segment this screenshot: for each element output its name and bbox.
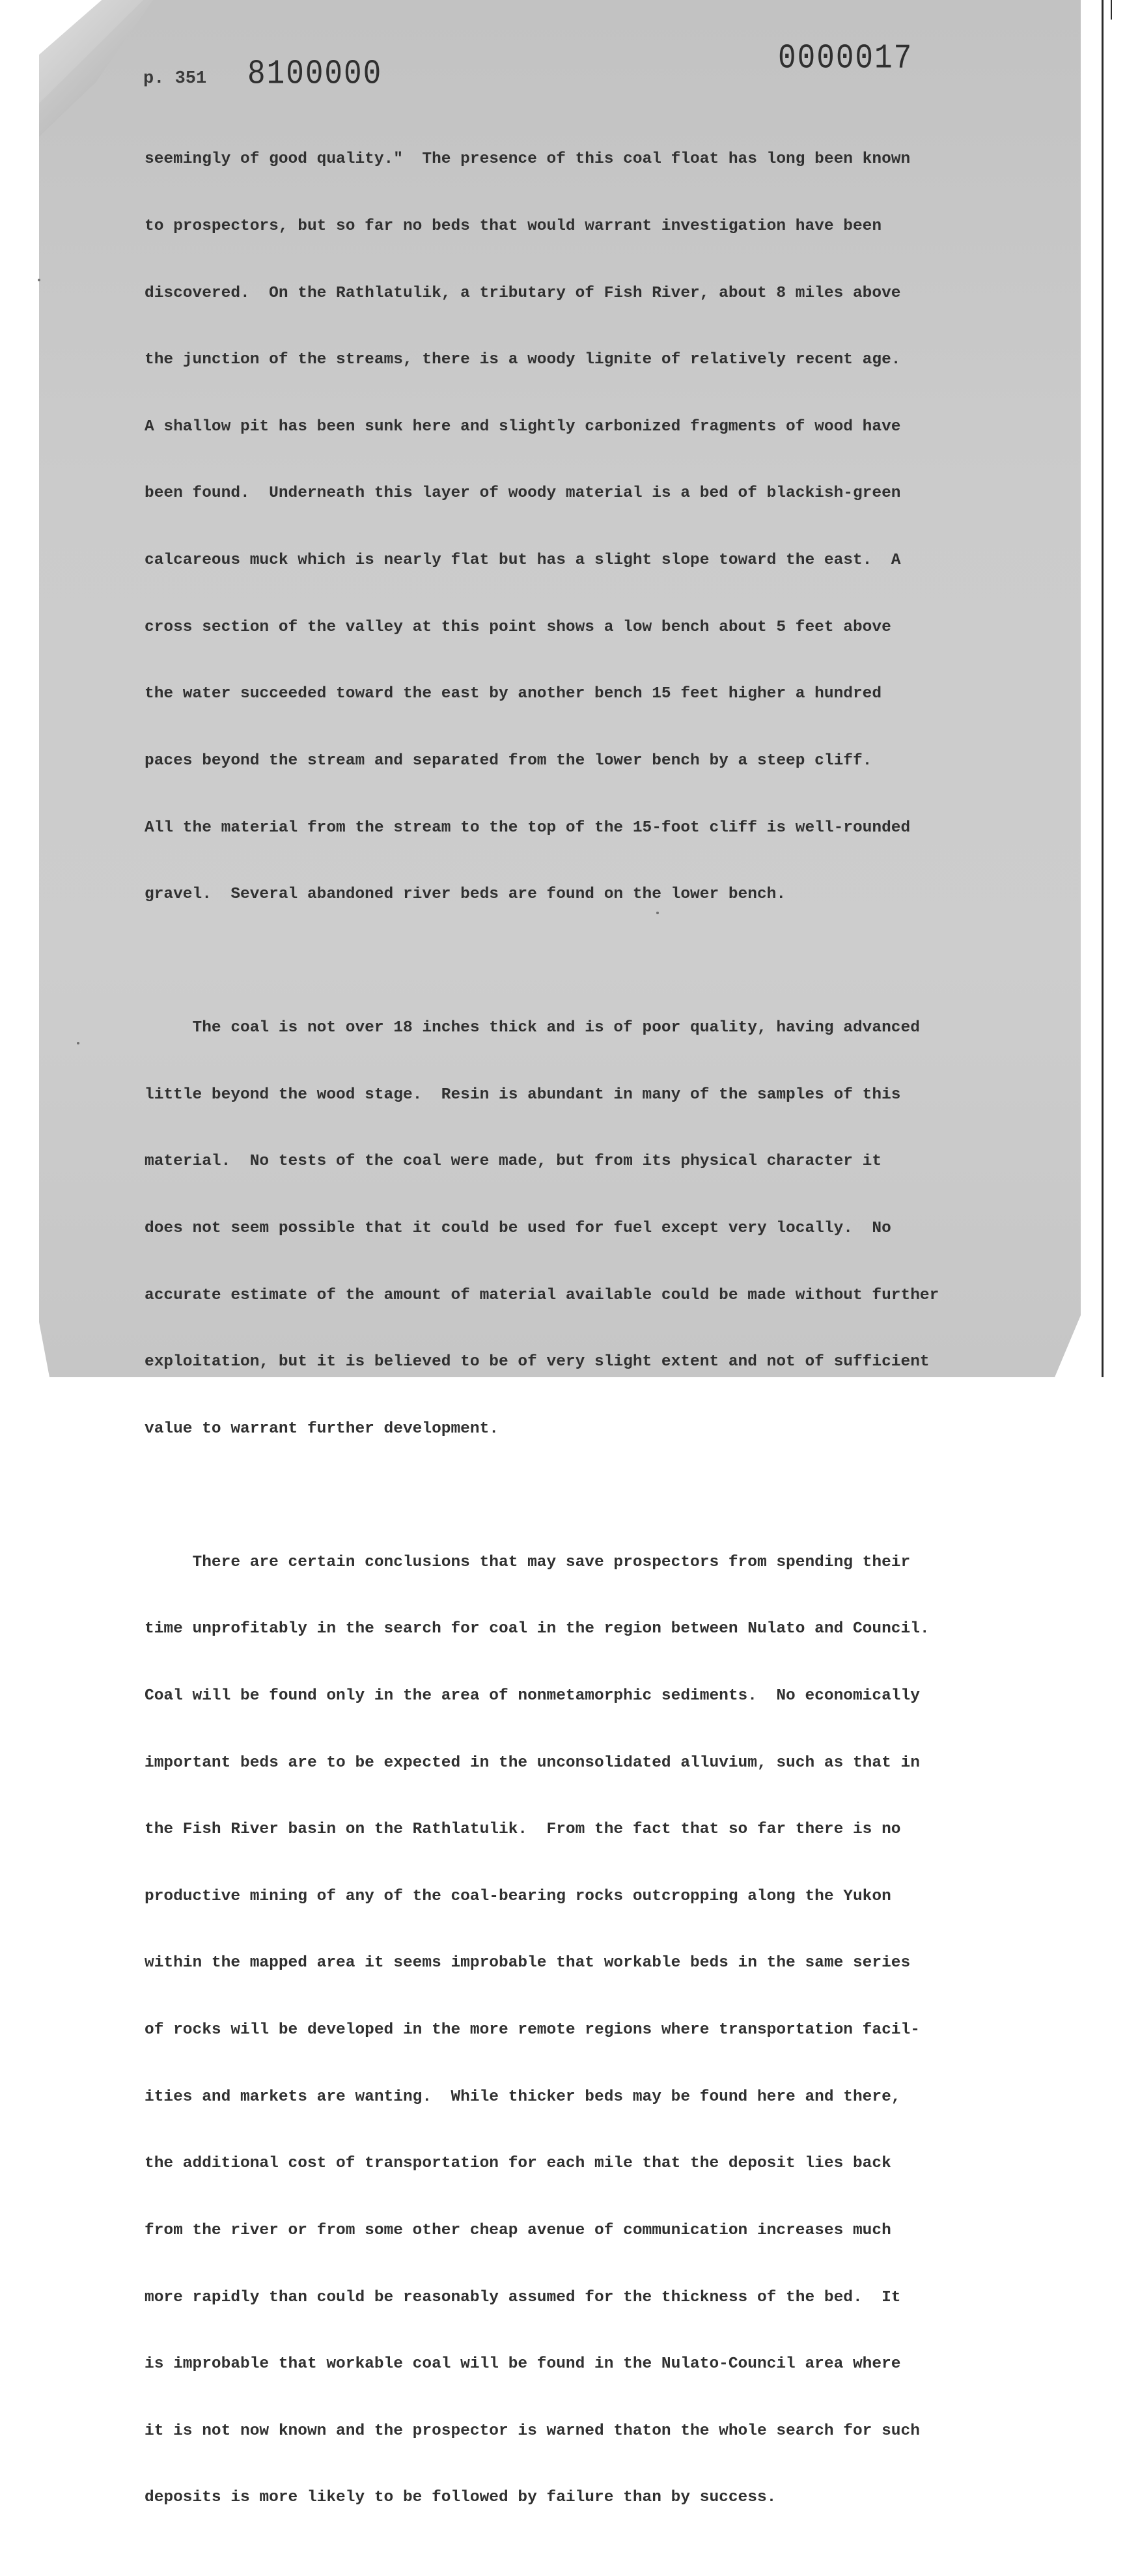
text-line: Coal will be found only in the area of nonmetamorphic sediments. No economically [145, 1687, 920, 1705]
scan-speck [38, 279, 40, 281]
text-line: accurate estimate of the amount of material available could be made without further [145, 1286, 939, 1304]
text-line: ities and markets are wanting. While thicker beds may be found here and there, [145, 2088, 901, 2106]
text-line: is improbable that workable coal will be found in the Nulato-Council area where [145, 2355, 901, 2373]
text-line: cross section of the valley at this point shows a low bench about 5 feet above [145, 618, 891, 636]
scan-speck [77, 1042, 79, 1044]
text-line: calcareous muck which is nearly flat but has a slight slope toward the east. A [145, 552, 901, 570]
text-line: to prospectors, but so far no beds that would warrant investigation have been [145, 217, 882, 236]
text-line: exploitation, but it is believed to be of very slight extent and not of sufficient [145, 1353, 930, 1371]
text-line: gravel. Several abandoned river beds are found on the lower bench. [145, 886, 786, 904]
text-line: the junction of the streams, there is a woody lignite of relatively recent age. [145, 351, 901, 369]
text-line: the water succeeded toward the east by another bench 15 feet higher a hundred [145, 685, 882, 703]
scan-edge-tick [1111, 0, 1112, 20]
text-line: little beyond the wood stage. Resin is abundant in many of the samples of this [145, 1085, 901, 1104]
text-line: does not seem possible that it could be used for fuel except very locally. No [145, 1219, 891, 1237]
text-line: of rocks will be developed in the more remote regions where transportation facil- [145, 2021, 920, 2039]
text-line: time unprofitably in the search for coal in the region between Nulato and Council. [145, 1620, 930, 1638]
text-line: material. No tests of the coal were made, but from its physical character it [145, 1153, 882, 1171]
text-line: it is not now known and the prospector is warned thaton the whole search for such [145, 2422, 920, 2440]
document-number-stamp-left: 8100000 [247, 55, 383, 94]
text-line: value to warrant further development. [145, 1420, 499, 1438]
text-line: paces beyond the stream and separated from the lower bench by a steep cliff. [145, 751, 872, 770]
text-line: important beds are to be expected in the unconsolidated alluvium, such as that in [145, 1754, 920, 1772]
text-line: productive mining of any of the coal-bearing rocks outcropping along the Yukon [145, 1887, 891, 1905]
paragraph-conclusions [145, 1507, 1056, 2554]
text-line: The coal is not over 18 inches thick and is of poor quality, having advanced [145, 1019, 920, 1037]
document-number-stamp-right: 0000017 [778, 39, 913, 78]
text-line: within the mapped area it seems improbable that workable beds in the same series [145, 1954, 911, 1972]
text-line: There are certain conclusions that may save prospectors from spending their [145, 1553, 911, 1571]
text-line: more rapidly than could be reasonably assumed for the thickness of the bed. It [145, 2288, 901, 2306]
paragraph-coal-quality [145, 973, 1056, 1485]
paragraph-coal-float [145, 104, 1056, 951]
text-line: A shallow pit has been sunk here and slightly carbonized fragments of wood have [145, 417, 901, 436]
scan-edge-line [1102, 0, 1104, 1377]
text-line: deposits is more likely to be followed by failure than by success. [145, 2489, 777, 2507]
text-line: discovered. On the Rathlatulik, a tributary of Fish River, about 8 miles above [145, 284, 901, 302]
text-line: the Fish River basin on the Rathlatulik. From the fact that so far there is no [145, 1821, 901, 1839]
text-line: from the river or from some other cheap avenue of communication increases much [145, 2221, 891, 2239]
text-line: been found. Underneath this layer of woody material is a bed of blackish-green [145, 484, 901, 503]
text-line: seemingly of good quality." The presence of this coal float has long been known [145, 150, 911, 169]
document-body [145, 104, 1056, 2576]
text-line: the additional cost of transportation for each mile that the deposit lies back [145, 2155, 891, 2173]
page-reference: p. 351 [143, 69, 207, 89]
text-line: All the material from the stream to the top of the 15-foot cliff is well-rounded [145, 819, 911, 837]
